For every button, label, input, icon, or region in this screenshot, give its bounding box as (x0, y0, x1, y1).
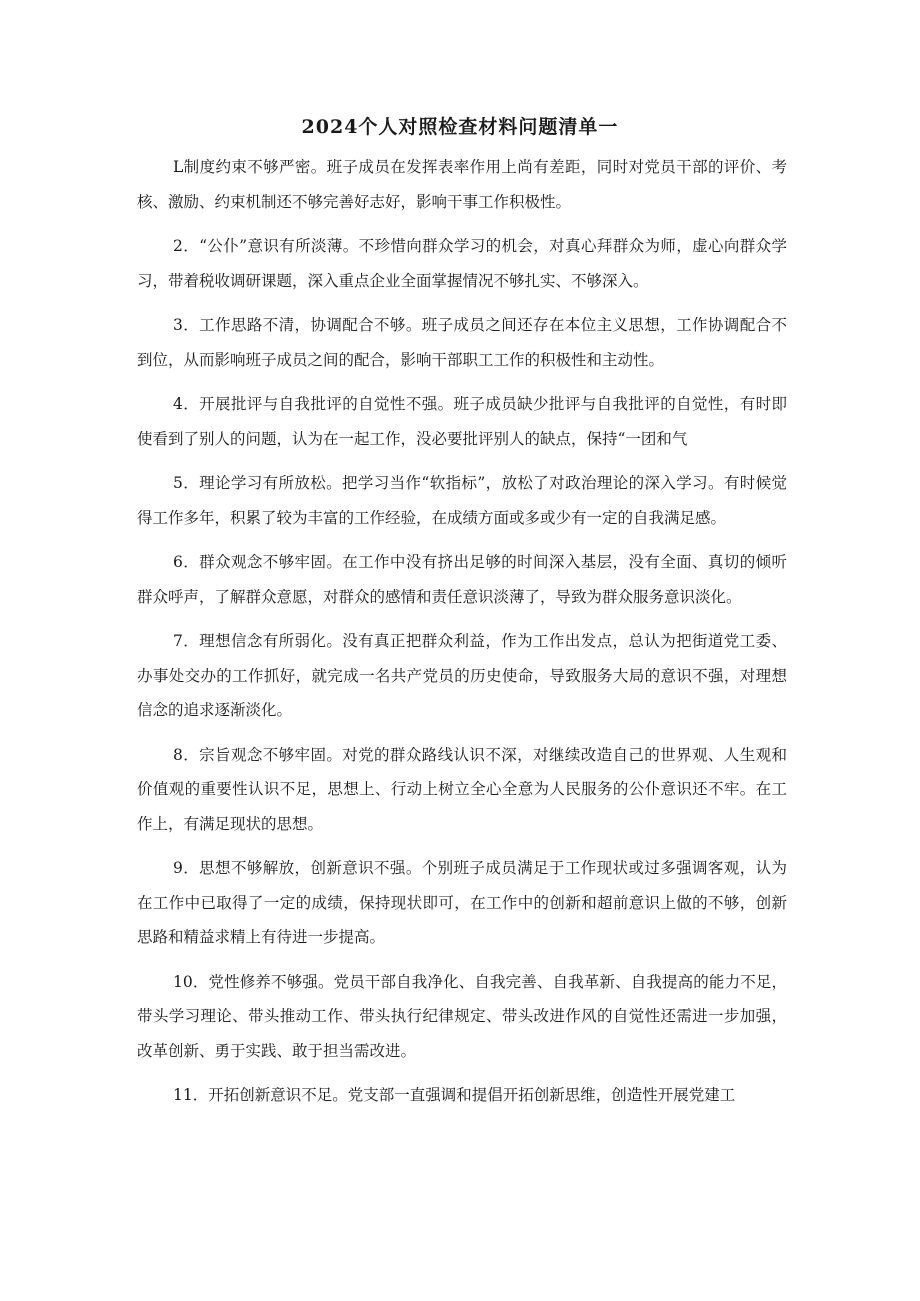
paragraph-8: 8．宗旨观念不够牢固。对党的群众路线认识不深，对继续改造自己的世界观、人生观和价值观的重要性认识不足，思想上、行动上树立全心全意为人民服务的公仆意识还不牢。在工作上，有满足现状的思想。 (137, 745, 787, 833)
document-body (137, 150, 787, 1123)
paragraph-3: 3．工作思路不清，协调配合不够。班子成员之间还存在本位主义思想，工作协调配合不到位，从而影响班子成员之间的配合，影响干部职工工作的积极性和主动性。 (137, 316, 787, 369)
paragraph-2: 2．“公仆”意识有所淡薄。不珍惜向群众学习的机会，对真心拜群众为师，虚心向群众学习，带着税收调研课题，深入重点企业全面掌握情况不够扎实、不够深入。 (137, 237, 787, 290)
paragraph-11: 11．开拓创新意识不足。党支部一直强调和提倡开拓创新思维，创造性开展党建工 (173, 1086, 736, 1104)
paragraph-5: 5．理论学习有所放松。把学习当作“软指标”，放松了对政治理论的深入学习。有时候觉得工作多年，积累了较为丰富的工作经验，在成绩方面或多或少有一定的自我满足感。 (137, 474, 787, 527)
paragraph-10: 10．党性修养不够强。党员干部自我净化、自我完善、自我革新、自我提高的能力不足，带头学习理论、带头推动工作、带头执行纪律规定、带头改进作风的自觉性还需进一步加强，改革创新、勇于实践、敢于担当需改进。 (137, 972, 787, 1060)
paragraph-1: L制度约束不够严密。班子成员在发挥表率作用上尚有差距，同时对党员干部的评价、考核、激励、约束机制还不够完善好志好，影响干事工作积极性。 (137, 158, 787, 211)
paragraph-6: 6．群众观念不够牢固。在工作中没有挤出足够的时间深入基层，没有全面、真切的倾听群众呼声，了解群众意愿，对群众的感情和责任意识淡薄了，导致为群众服务意识淡化。 (137, 553, 787, 606)
document-title: 2024个人对照检查材料问题清单一 (301, 116, 619, 138)
paragraph-4: 4．开展批评与自我批评的自觉性不强。班子成员缺少批评与自我批评的自觉性，有时即使看到了别人的问题，认为在一起工作，没必要批评别人的缺点，保持“一团和气 (137, 395, 787, 448)
paragraph-7: 7．理想信念有所弱化。没有真正把群众利益，作为工作出发点，总认为把街道党工委、办事处交办的工作抓好，就完成一名共产党员的历史使命，导致服务大局的意识不强，对理想信念的追求逐渐淡化。 (137, 632, 787, 719)
paragraph-9: 9．思想不够解放，创新意识不强。个别班子成员满足于工作现状或过多强调客观，认为在工作中已取得了一定的成绩，保持现状即可，在工作中的创新和超前意识上做的不够，创新思路和精益求精上有待进一步提高。 (137, 859, 787, 946)
